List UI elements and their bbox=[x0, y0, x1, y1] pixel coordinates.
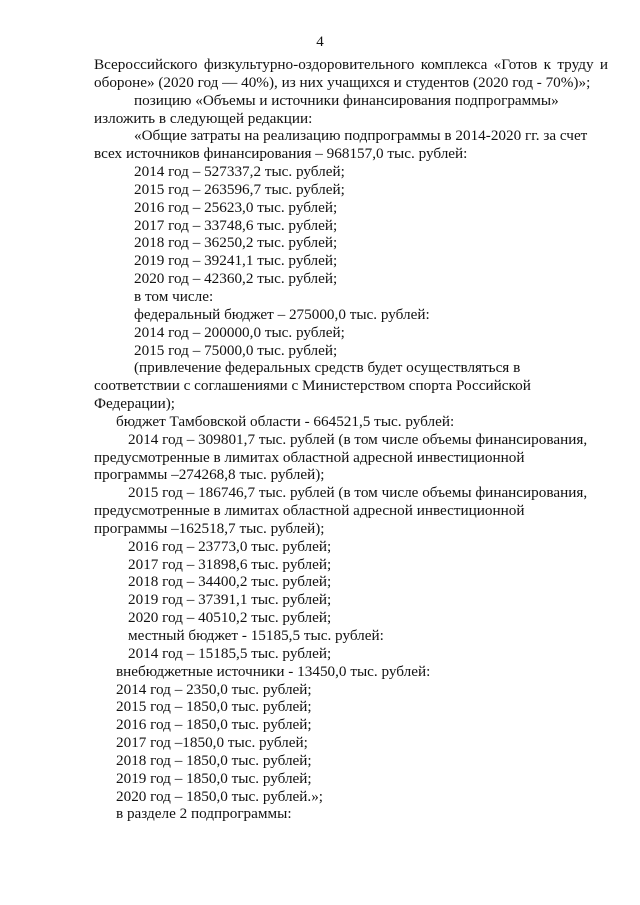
text-line: 2018 год – 1850,0 тыс. рублей; bbox=[116, 751, 312, 769]
text-line: 2020 год – 1850,0 тыс. рублей.»; bbox=[116, 787, 324, 805]
text-line: предусмотренные в лимитах областной адресной инвестиционной bbox=[94, 448, 525, 466]
text-line: в разделе 2 подпрограммы: bbox=[116, 805, 292, 823]
text-line: 2015 год – 75000,0 тыс. рублей; bbox=[134, 341, 338, 359]
text-line: в том числе: bbox=[134, 287, 214, 305]
text-line: 2019 год – 39241,1 тыс. рублей; bbox=[134, 252, 338, 270]
text-line: 2015 год – 263596,7 тыс. рублей; bbox=[134, 180, 345, 198]
text-line: обороне» (2020 год — 40%), из них учащихся и студентов (2020 год - 70%)»; bbox=[94, 73, 591, 91]
text-line: 2019 год – 37391,1 тыс. рублей; bbox=[128, 591, 332, 609]
text-line: 2014 год – 309801,7 тыс. рублей (в том числе объемы финансирования, bbox=[128, 430, 588, 448]
text-line: соответствии с соглашениями с Министерством спорта Российской bbox=[94, 377, 531, 395]
text-line: 2016 год – 25623,0 тыс. рублей; bbox=[134, 198, 338, 216]
text-line: 2020 год – 42360,2 тыс. рублей; bbox=[134, 270, 338, 288]
document-body bbox=[94, 56, 608, 823]
text-line: 2014 год – 200000,0 тыс. рублей; bbox=[134, 323, 345, 341]
text-line: программы –274268,8 тыс. рублей); bbox=[94, 466, 325, 484]
text-line: позицию «Объемы и источники финансирования подпрограммы» bbox=[134, 91, 559, 109]
text-line: 2019 год – 1850,0 тыс. рублей; bbox=[116, 769, 312, 787]
text-line: 2017 год – 33748,6 тыс. рублей; bbox=[134, 216, 338, 234]
text-line: «Общие затраты на реализацию подпрограммы в 2014-2020 гг. за счет bbox=[134, 127, 588, 145]
text-line: 2014 год – 527337,2 тыс. рублей; bbox=[134, 163, 345, 181]
text-line: (привлечение федеральных средств будет осуществляться в bbox=[134, 359, 521, 377]
text-line: 2016 год – 23773,0 тыс. рублей; bbox=[128, 537, 332, 555]
text-line: 2015 год – 1850,0 тыс. рублей; bbox=[116, 698, 312, 716]
text-line: местный бюджет - 15185,5 тыс. рублей: bbox=[128, 627, 384, 644]
text-line: бюджет Тамбовской области - 664521,5 тыс. рублей: bbox=[116, 412, 455, 430]
text-line: внебюджетные источники - 13450,0 тыс. рублей: bbox=[116, 662, 431, 680]
text-line: 2017 год – 31898,6 тыс. рублей; bbox=[128, 555, 332, 573]
text-line: изложить в следующей редакции: bbox=[94, 109, 313, 127]
text-line: 2020 год – 40510,2 тыс. рублей; bbox=[128, 609, 332, 627]
text-line: 2014 год – 15185,5 тыс. рублей; bbox=[128, 644, 332, 662]
text-line: всех источников финансирования – 968157,0 тыс. рублей: bbox=[94, 145, 468, 163]
text-line: Всероссийского физкультурно-оздоровительного комплекса «Готов к труду и bbox=[94, 56, 608, 73]
text-line: Федерации); bbox=[94, 395, 176, 413]
text-line: федеральный бюджет – 275000,0 тыс. рублей: bbox=[134, 305, 430, 323]
text-line: 2016 год – 1850,0 тыс. рублей; bbox=[116, 716, 312, 734]
text-line: 2014 год – 2350,0 тыс. рублей; bbox=[116, 680, 312, 698]
page-number: 4 bbox=[316, 34, 324, 50]
text-line: 2018 год – 36250,2 тыс. рублей; bbox=[134, 234, 338, 252]
text-line: 2018 год – 34400,2 тыс. рублей; bbox=[128, 573, 332, 591]
text-line: 2017 год –1850,0 тыс. рублей; bbox=[116, 734, 308, 752]
text-line: программы –162518,7 тыс. рублей); bbox=[94, 519, 325, 537]
text-line: 2015 год – 186746,7 тыс. рублей (в том числе объемы финансирования, bbox=[128, 484, 588, 502]
text-line: предусмотренные в лимитах областной адресной инвестиционной bbox=[94, 502, 525, 520]
